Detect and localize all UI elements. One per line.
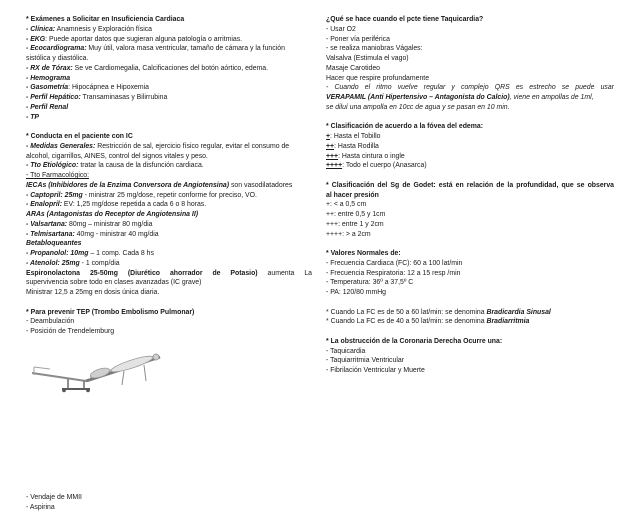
item-perfil-renal: - Perfil Renal xyxy=(26,103,312,113)
item-tto-etiologico: - Tto Etiológico: tratar la causa de la disfunción cardiaca. xyxy=(26,161,312,171)
item-godet-1: +: < a 0,5 cm xyxy=(326,200,614,210)
item-gasometria: - Gasometría: Hipocápnea e Hipoxemia xyxy=(26,83,312,93)
item-ekg: - EKG: Puede aportar datos que sugieran alguna patología o arritmias. xyxy=(26,35,312,45)
item-vendaje: - Vendaje de MMII xyxy=(26,493,312,503)
heading-obstruccion-coronaria: * La obstrucción de la Coronaria Derecha Ocurre una: xyxy=(326,337,614,347)
item-ecocardiograma: - Ecocardiograma: Muy útil, valora masa ventricular, tamaño de cámara y la función xyxy=(26,44,312,54)
trendelenburg-bed-image xyxy=(28,351,168,393)
heading-godet: * Clasificación del Sg de Godet: está en relación de la profundidad, que se observa xyxy=(326,181,614,191)
item-frecuencia-respiratoria: - Frecuencia Respiratoria: 12 a 15 resp /min xyxy=(326,269,614,279)
heading-exams: * Exámenes a Solicitar en Insuficiencia Cardiaca xyxy=(26,15,312,25)
item-trendelemburg: - Posición de Trendelemburg xyxy=(26,327,312,337)
item-dilucion: se diluí una ampolla en 10cc de agua y se pasan en 10 min. xyxy=(326,103,614,113)
item-edema-1: +: Hasta el Tobillo xyxy=(326,132,614,142)
item-tto-farmacologico: - Tto Farmacológico: xyxy=(26,171,312,181)
item-via-periferica: - Poner vía periférica xyxy=(326,35,614,45)
heading-conducta: * Conducta en el paciente con IC xyxy=(26,132,312,142)
heading-tep: * Para prevenir TEP (Trombo Embolismo Pulmonar) xyxy=(26,308,312,318)
item-atenolol: - Atenolol: 25mg - 1 comp/dia xyxy=(26,259,312,269)
item-taquiarritmia: - Taquiarritmia Ventricular xyxy=(326,356,614,366)
item-fibrilacion: - Fibrilación Ventricular y Muerte xyxy=(326,366,614,376)
item-masaje-carotideo: Masaje Carotideo xyxy=(326,64,614,74)
item-telmisartana: - Telmisartana: 40mg - ministrar 40 mg/dia xyxy=(26,230,312,240)
item-temperatura: - Temperatura: 36º a 37,5º C xyxy=(326,278,614,288)
item-o2: - Usar O2 xyxy=(326,25,614,35)
item-edema-2: ++: Hasta Rodilla xyxy=(326,142,614,152)
item-frecuencia-cardiaca: - Frecuencia Cardiaca (FC): 60 a 100 lat/min xyxy=(326,259,614,269)
item-ecocardiograma-cont: sistólica y diastólica. xyxy=(26,54,312,64)
heading-taquicardia: ¿Qué se hace cuando el pcte tiene Taquicardia? xyxy=(326,15,614,25)
left-column xyxy=(26,15,312,512)
item-godet-4: ++++: > a 2cm xyxy=(326,230,614,240)
item-perfil-hepatico: - Perfil Hepático: Transaminasas y Bilirrubina xyxy=(26,93,312,103)
item-maniobras-vagales: - se realiza maniobras Vágales: xyxy=(326,44,614,54)
item-iecas: IECAs (Inhibidores de la Enzima Conversora de Angiotensina) son vasodilatadores xyxy=(26,181,312,191)
item-hemograma: - Hemograma xyxy=(26,74,312,84)
item-aras: ARAs (Antagonistas do Receptor de Angiotensina II) xyxy=(26,210,312,220)
item-godet-3: +++: entre 1 y 2cm xyxy=(326,220,614,230)
item-medidas-generales: - Medidas Generales: Restricción de sal, ejercicio físico regular, evitar el consumo de xyxy=(26,142,312,152)
item-bradicardia-sinusal: * Cuando La FC es de 50 a 60 lat/min: se denomina Bradicardia Sinusal xyxy=(326,308,614,318)
item-clinica: - Clínica: Anamnesis y Exploración física xyxy=(26,25,312,35)
item-presion-arterial: - PA: 120/80 mmHg xyxy=(326,288,614,298)
item-taquicardia: - Taquicardia xyxy=(326,347,614,357)
heading-godet-cont: al hacer presión xyxy=(326,191,614,201)
item-propanolol: - Propanolol: 10mg – 1 comp. Cada 8 hs xyxy=(26,249,312,259)
item-edema-3: +++: Hasta cintura o ingle xyxy=(326,152,614,162)
item-espironolactona-dose: Ministrar 12,5 a 25mg en dosis única diaria. xyxy=(26,288,312,298)
item-betabloqueantes: Betabloqueantes xyxy=(26,239,312,249)
item-aspirina: - Aspirina xyxy=(26,503,312,512)
item-captopril: - Captopril: 25mg - ministrar 25 mg/dose, repetir conforme for preciso, VO. xyxy=(26,191,312,201)
right-column xyxy=(326,15,614,376)
heading-valores-normales: * Valores Normales de: xyxy=(326,249,614,259)
item-godet-2: ++: entre 0,5 y 1cm xyxy=(326,210,614,220)
item-verapamil: VERAPAMIL (Anti Hipertensivo – Antagonista do Calcio), viene en ampollas de 1ml, xyxy=(326,93,614,103)
item-valsalva: Valsalva (Estimula el vago) xyxy=(326,54,614,64)
item-enalopril: - Enalopril: EV: 1,25 mg/dose repetida a cada 6 o 8 horas. xyxy=(26,200,312,210)
item-rx-torax: - RX de Tórax: Se ve Cardiomegalia, Calcificaciones del botón aórtico, edema. xyxy=(26,64,312,74)
item-respirar: Hacer que respire profundamente xyxy=(326,74,614,84)
item-deambulacion: - Deambulación xyxy=(26,317,312,327)
item-espironolactona: Espironolactona 25-50mg (Diurético ahorrador de Potasio) aumenta La xyxy=(26,269,312,279)
heading-clasificacion-edema: * Clasificación de acuerdo a la fóvea del edema: xyxy=(326,122,614,132)
item-espironolactona-cont: supervivencia sobre todo en clases avanzadas (IC grave) xyxy=(26,278,312,288)
item-medidas-generales-cont: alcohol, cigarrillos, AINES, control del signos vitales y peso. xyxy=(26,152,312,162)
item-bradiarritmia: * Cuando La FC es de 40 a 50 lat/min: se denomina Bradiarritmia xyxy=(326,317,614,327)
item-ritmo-regular: - Cuando el ritmo vuelve regular y complejo QRS es estrecho se puede usar xyxy=(326,83,614,93)
item-valsartana: - Valsartana: 80mg – ministrar 80 mg/dia xyxy=(26,220,312,230)
item-edema-4: ++++: Todo el cuerpo (Anasarca) xyxy=(326,161,614,171)
item-tp: - TP xyxy=(26,113,312,123)
